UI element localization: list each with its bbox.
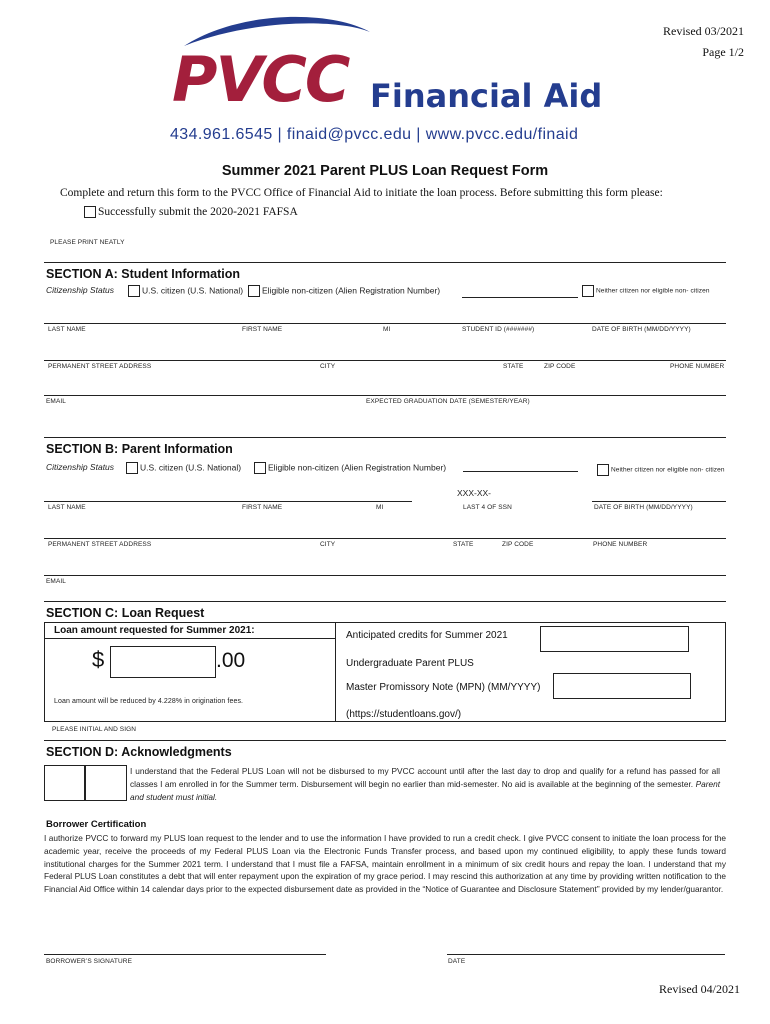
certification-text: I authorize PVCC to forward my PLUS loan request to the lender and to use the information I have provided to run a credit check. I give PVCC consent to initiate the loan process for the academic year, receive the proceeds of my Federal PLUS Loan via the Electronic Funds Transfer process, and based upon my continued eligibility, to apply these funds toward institutional charges for the Summer 2021 term. I understand that I must file a FAFSA, maintain enrollment in a minimum of six credit hours and repay the loan. I understand that my Federal PLUS Loan constitutes a debt that will enter repayment upon the expiration of my grace period. I may rescind this authorization at any time by providing written notification to the Financial Aid Office within 14 calendar days prior to the expected disbursement date as provided in the “Notice of Guarantee and Disclosure Statement” provided by my lender/guarantor. <box>44 833 726 895</box>
mpn-label: Master Promissory Note (MPN) (MM/YYYY) <box>346 682 541 693</box>
citizenship-label: Citizenship Status <box>46 285 115 295</box>
signature-label: BORROWER’S SIGNATURE <box>46 958 133 965</box>
field-dob[interactable]: DATE OF BIRTH (MM/DD/YYYY) <box>594 504 693 511</box>
neither-option[interactable] <box>582 285 710 297</box>
field-rule <box>44 501 412 502</box>
fafsa-checkbox[interactable] <box>84 206 96 218</box>
fee-note: Loan amount will be reduced by 4.228% in origination fees. <box>54 698 244 705</box>
section-a-title: SECTION A: Student Information <box>46 267 240 281</box>
prereq-label: Successfully submit the 2020-2021 FAFSA <box>98 206 298 218</box>
field-address[interactable]: PERMANENT STREET ADDRESS <box>48 541 152 548</box>
brand-wordmark: PVCC <box>172 43 349 116</box>
citizen-label: U.S. citizen (U.S. National) <box>140 462 242 473</box>
field-last-name[interactable]: LAST NAME <box>48 326 86 333</box>
section-a-rule <box>44 262 726 263</box>
eligible-option[interactable] <box>248 285 440 297</box>
footer-revision: Revised 04/2021 <box>659 982 740 996</box>
credits-label: Anticipated credits for Summer 2021 <box>346 630 508 641</box>
panel-rule <box>44 638 336 639</box>
field-zip[interactable]: ZIP CODE <box>544 363 576 370</box>
field-city[interactable]: CITY <box>320 541 336 548</box>
mpn-date-input[interactable] <box>553 673 691 699</box>
field-phone[interactable]: PHONE NUMBER <box>670 363 725 370</box>
neither-label: Neither citizen nor eligible non- citizen <box>611 466 725 474</box>
field-state[interactable]: STATE <box>453 541 474 548</box>
field-last-name[interactable]: LAST NAME <box>48 504 86 511</box>
parent-initial-box[interactable] <box>44 765 85 801</box>
date-label: DATE <box>448 958 466 965</box>
neither-option[interactable] <box>597 464 725 476</box>
plus-label: Undergraduate Parent PLUS <box>346 658 474 669</box>
section-c-rule <box>44 601 726 602</box>
citizen-option[interactable] <box>128 285 243 297</box>
eligible-label: Eligible non-citizen (Alien Registration Number) <box>262 285 441 296</box>
form-title: Summer 2021 Parent PLUS Loan Request Form <box>221 163 549 179</box>
field-dob[interactable]: DATE OF BIRTH (MM/DD/YYYY) <box>592 326 691 333</box>
field-first-name[interactable]: FIRST NAME <box>242 504 283 511</box>
certification-title: Borrower Certification <box>46 819 147 830</box>
field-email[interactable]: EMAIL <box>46 398 67 405</box>
eligible-checkbox[interactable] <box>254 462 266 474</box>
field-rule <box>44 323 726 324</box>
initial-note: PLEASE INITIAL AND SIGN <box>52 726 137 733</box>
print-note: PLEASE PRINT NEATLY <box>50 239 125 246</box>
field-rule <box>592 501 726 502</box>
field-mi[interactable]: MI <box>376 504 384 511</box>
signature-line[interactable] <box>44 954 326 955</box>
citizenship-label: Citizenship Status <box>46 462 115 472</box>
neither-checkbox[interactable] <box>582 285 594 297</box>
citizen-option[interactable] <box>126 462 241 474</box>
dollar-sign: $ <box>92 647 105 672</box>
field-city[interactable]: CITY <box>320 363 336 370</box>
neither-label: Neither citizen nor eligible non- citizen <box>596 287 710 295</box>
citizen-checkbox[interactable] <box>128 285 140 297</box>
contact-line: 434.961.6545 | finaid@pvcc.edu | www.pvcc.edu/finaid <box>170 126 579 143</box>
citizen-label: U.S. citizen (U.S. National) <box>142 285 244 296</box>
field-state[interactable]: STATE <box>503 363 524 370</box>
cents-label: .00 <box>216 649 246 672</box>
loan-amount-label: Loan amount requested for Summer 2021: <box>54 625 255 636</box>
field-address[interactable]: PERMANENT STREET ADDRESS <box>48 363 152 370</box>
date-line[interactable] <box>447 954 725 955</box>
field-email[interactable]: EMAIL <box>46 578 67 585</box>
citizen-checkbox[interactable] <box>126 462 138 474</box>
mpn-url[interactable]: (https://studentloans.gov/) <box>346 709 462 720</box>
acknowledgment-text <box>130 765 720 803</box>
section-c-title: SECTION C: Loan Request <box>46 606 205 620</box>
neither-checkbox[interactable] <box>597 464 609 476</box>
page-number: Page 1/2 <box>702 45 744 59</box>
field-ssn[interactable]: LAST 4 OF SSN <box>463 504 512 511</box>
department-name: Financial Aid <box>370 77 603 115</box>
student-initial-box[interactable] <box>85 765 127 801</box>
pvcc-logo <box>170 12 620 132</box>
field-zip[interactable]: ZIP CODE <box>502 541 534 548</box>
section-b-title: SECTION B: Parent Information <box>46 442 233 456</box>
field-first-name[interactable]: FIRST NAME <box>242 326 283 333</box>
field-student-id[interactable]: STUDENT ID (#######) <box>462 326 535 333</box>
ssn-prefix: XXX-XX- <box>457 488 492 498</box>
alien-number-field[interactable] <box>463 471 578 472</box>
revision-date: Revised 03/2021 <box>663 24 744 38</box>
field-rule <box>44 395 726 396</box>
alien-number-field[interactable] <box>462 297 578 298</box>
eligible-checkbox[interactable] <box>248 285 260 297</box>
field-mi[interactable]: MI <box>383 326 391 333</box>
field-phone[interactable]: PHONE NUMBER <box>593 541 648 548</box>
eligible-label: Eligible non-citizen (Alien Registration Number) <box>268 462 447 473</box>
field-rule <box>44 360 726 361</box>
intro-text: Complete and return this form to the PVCC Office of Financial Aid to initiate the loan process. Before submitting this form please: <box>60 187 663 199</box>
section-d-title: SECTION D: Acknowledgments <box>46 745 232 759</box>
ack-italic: Parent and student must initial. <box>130 778 721 802</box>
field-rule <box>44 575 726 576</box>
section-b-rule <box>44 437 726 438</box>
prereq-item <box>84 206 298 218</box>
section-d-rule <box>44 740 726 741</box>
field-rule <box>44 538 726 539</box>
loan-amount-input[interactable] <box>110 646 216 678</box>
eligible-option[interactable] <box>254 462 446 474</box>
ack-text: I understand that the Federal PLUS Loan will not be disbursed to my PVCC account until after the last day to drop and qualify for a refund has passed for all classes I am enrolled in for the Summer term. Disbursement will begin no earlier than mid-semester. No aid is available at the beginning of the semester. <box>130 766 720 789</box>
field-grad-date[interactable]: EXPECTED GRADUATION DATE (SEMESTER/YEAR) <box>366 398 530 405</box>
credits-input[interactable] <box>540 626 689 652</box>
